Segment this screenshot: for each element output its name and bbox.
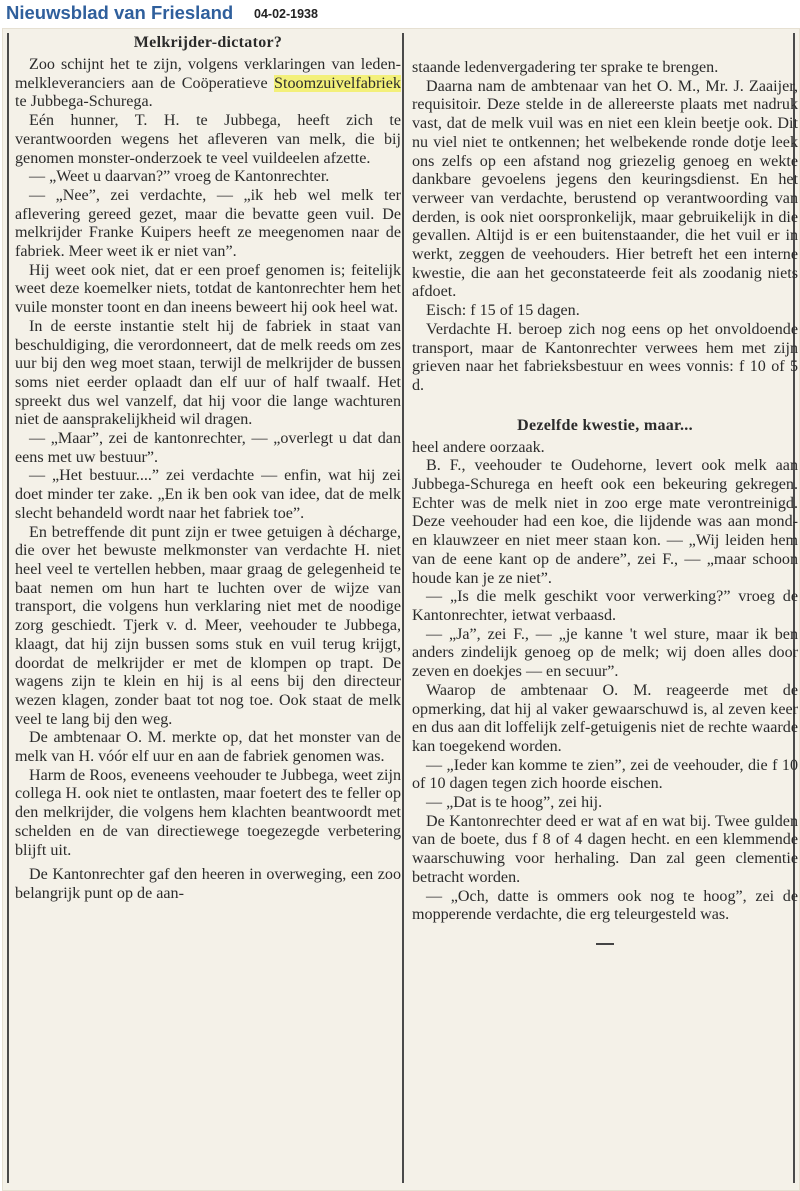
paragraph: heel andere oorzaak. xyxy=(412,438,545,456)
paragraph: B. F., veehouder te Oudehorne, levert ook melk aan Jubbega-Schurega en heeft ook een bekeuring gekregen. Echter was de melk niet in zoo erge mate verontreinigd. Deze veehouder had een koe, die lijdende was aan mond- en klauwzeer en niet meer staan kon. — „Wij leiden hem van de eene kant op de andere”, zei F., — „maar schoon houde kan je ze niet”. xyxy=(412,457,798,587)
left-border-rule xyxy=(7,33,9,1183)
end-of-article-dash xyxy=(412,935,798,954)
paragraph: Waarop de ambtenaar O. M. reageerde met de opmerking, dat hij al vaker gewaarschuwd is, al zeven keer en dus aan dit loffelijk zelf-getuigenis niet de rechte waarde kan toegekend worden. xyxy=(412,681,798,755)
paragraph: De Kantonrechter gaf den heeren in overweging, een zoo belangrijk punt op de aan- xyxy=(15,866,401,902)
paragraph: De Kantonrechter deed er wat af en wat bij. Twee gulden van de boete, dus f 8 of 4 dagen hecht. en een klemmende waarschuwing voor herhaling. Dan zal geen clementie betracht worden. xyxy=(412,812,798,886)
paragraph-text: te Jubbega-Schurega. xyxy=(15,93,153,111)
paragraph: — „Weet u daarvan?” vroeg de Kantonrechter. xyxy=(29,168,330,186)
paragraph: — „Dat is te hoog”, zei hij. xyxy=(426,794,603,812)
article-heading: Melkrijder-dictator? xyxy=(133,34,283,51)
paragraph: Harm de Roos, eveneens veehouder te Jubbega, weet zijn collega H. ook niet te ontlasten, maar foetert des te feller op den melkrijder, die volgens hem klachten beantwoordt met schelden en de van directiewege toegezegde verbetering blijft uit. xyxy=(15,766,401,859)
masthead xyxy=(0,0,800,28)
highlighted-search-term: Stoomzuivelfabriek xyxy=(274,74,401,92)
newspaper-name: Nieuwsblad van Friesland xyxy=(6,2,234,23)
paragraph xyxy=(15,56,401,112)
paragraph: — „Och, datte is ommers ook nog te hoog”, zei de mopperende verdachte, die erg teleurgesteld was. xyxy=(412,887,798,924)
paragraph: Verdachte H. beroep zich nog eens op het onvoldoende transport, maar de Kantonrechter verwees hem met zijn grieven naar het fabrieksbestuur en wees vonnis: f 10 of 5 d. xyxy=(412,320,798,394)
right-column xyxy=(412,59,798,954)
paragraph: — „Nee”, zei verdachte, — „ik heb wel melk ter aflevering gereed gezet, maar die bevatte geen vuil. De melkrijder Franke Kuipers heeft ze meegenomen naar de fabriek. Meer weet ik er niet van”. xyxy=(15,186,401,261)
paragraph: staande ledenvergadering ter sprake te brengen. xyxy=(412,59,719,76)
paragraph: Eisch: f 15 of 15 dagen. xyxy=(426,302,580,320)
paragraph: — „Ieder kan komme te zien”, zei de veehouder, die f 10 of 10 dagen tegen zich hoorde eischen. xyxy=(412,756,798,793)
paragraph: — „Het bestuur....” zei verdachte — enfin, wat hij zei doet minder ter zake. „En ik ben ook van idee, dat de melk slecht behandeld wordt naar het fabriek toe”. xyxy=(15,467,401,522)
column-divider-rule xyxy=(402,33,404,1183)
publication-date: 04-02-1938 xyxy=(254,7,318,21)
section-heading: Dezelfde kwestie, maar... xyxy=(517,416,693,434)
paragraph: Daarna nam de ambtenaar van het O. M., Mr. J. Zaaijer, requisitoir. Deze stelde in de allereerste plaats met nadruk vast, dat de melk vuil was en niet een klein beetje ook. Dit nu viel niet te ontkennen; het welbekende ronde dotje leek ons zelfs op een afstand nog griezelig genoeg en wekte dankbare gevoelens jegens den keuringsdienst. En het verweer van verdachte, berustend op verantwoording van derden, is ook niet oorspronkelijk, maar gebruikelijk in die gevallen. Altijd is er een buitenstaander, die het vuil er in werkt, zeggen de veehouders. Hier betreft het een interne kwestie, die aan het geconstateerde feit als zoodanig niets afdoet. xyxy=(412,77,798,301)
paragraph: En betreffende dit punt zijn er twee getuigen à décharge, die over het bewuste melkmonster van verdachte H. niet heel veel te vertellen hebben, maar graag de gelegenheid te baat nemen om hun hart te luchten over de wijze van transport, die volgens hun verklaring niet met de noodige zorg geschiedt. Tjerk v. d. Meer, veehouder te Jubbega, klaagt, dat hij zijn bussen soms stuk en vuil terug krijgt, doordat de melkrijder er met de klompen op trapt. De wagens zijn te klein en hij is al eens bij den directeur wezen klagen, zonder baat tot nog toe. Ook staat de melk veel te lang bij den weg. xyxy=(15,523,401,728)
paragraph: De ambtenaar O. M. merkte op, dat het monster van de melk van H. vóór elf uur en aan de fabriek genomen was. xyxy=(15,729,401,766)
paragraph: Hij weet ook niet, dat er een proef genomen is; feitelijk weet deze koemelker niets, totdat de kantonrechter hem het vuile monster toont en dan ineens beweert hij ook heel wat. xyxy=(15,261,401,317)
paragraph: In de eerste instantie stelt hij de fabriek in staat van beschuldiging, die verordonneert, dat de melk reeds om zes uur bij den weg moet staan, terwijl de melkrijder de bussen soms niet eerder oplaadt dan elf uur of half twaalf. Het spreekt dus wel vanzelf, dat hij voor die lange wachturen niet de aansprakelijkheid wil dragen. xyxy=(15,317,401,429)
paragraph: Eén hunner, T. H. te Jubbega, heeft zich te verantwoorden wegens het afleveren van melk, die bij genomen monster-onderzoek te veel vuildeelen afzette. xyxy=(15,112,401,167)
paragraph: — „Maar”, zei de kantonrechter, — „overlegt u dat dan eens met uw bestuur”. xyxy=(15,430,401,466)
left-column xyxy=(15,33,401,904)
paragraph-text: Zoo schijnt het te zijn, volgens verklaringen van leden-melkleveranciers aan de Coöperatieve xyxy=(15,56,401,92)
newspaper-clipping xyxy=(2,28,800,1191)
paragraph: — „Ja”, zei F., — „je kanne 't wel sture, maar ik ben anders zindelijk genoeg op de melk; wij doen alles door zeven en doekjes — en secuur”. xyxy=(412,625,798,681)
paragraph: — „Is die melk geschikt voor verwerking?” vroeg de Kantonrechter, ietwat verbaasd. xyxy=(412,588,798,624)
